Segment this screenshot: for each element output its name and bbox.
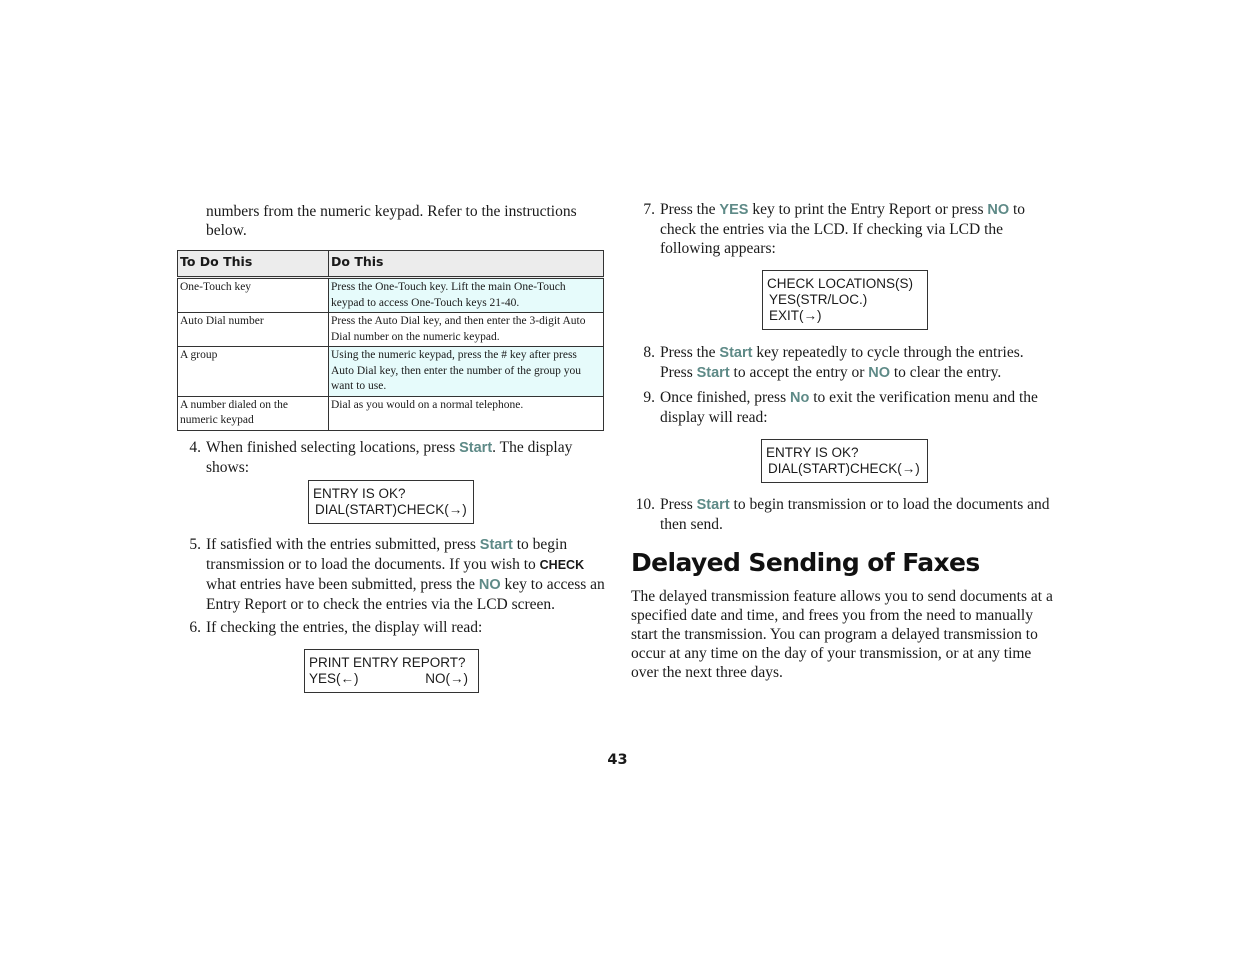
start-key-label: Start (479, 536, 513, 553)
steps-list-right-2 (631, 343, 1059, 427)
no-key-label: No (790, 390, 810, 406)
start-key-label: Start (696, 365, 730, 381)
table-cell: Using the numeric keypad, press the # key after press Auto Dial key, then enter the number of the group you want to use. (329, 347, 604, 397)
step-text: key repeatedly to cycle through the entries. Press (660, 344, 1024, 381)
lcd-line: ENTRY IS OK? (313, 485, 406, 501)
step-text: key to print the Entry Report or press (748, 201, 988, 218)
start-key-label: Start (719, 345, 753, 361)
table-cell: A group (178, 347, 329, 397)
instructions-table (177, 250, 604, 431)
check-key-label: CHECK (539, 557, 585, 572)
lcd-yes-option: YES(←) (309, 670, 359, 686)
step-text: If satisfied with the entries submitted, press (206, 535, 480, 553)
lcd-line: CHECK LOCATIONS(S) (767, 276, 914, 291)
table-row (178, 313, 604, 347)
table-row (178, 347, 604, 397)
yes-key-label: YES (719, 202, 749, 218)
section-paragraph: The delayed transmission feature allows you to send documents at a specified date and time, and frees you from the need to manually start the transmission. You can program a delayed transmission to occur at any time on the day of your transmission, or at any time over the next three days. (631, 588, 1053, 681)
step-text: to clear the entry. (889, 364, 1002, 381)
steps-list-left (177, 438, 605, 477)
step-text: Press the (660, 201, 720, 218)
lcd-line (309, 671, 473, 687)
no-key-label: NO (478, 576, 501, 593)
intro-text: numbers from the numeric keypad. Refer to the instructions below. (206, 203, 577, 239)
table-header-row (178, 251, 604, 278)
table-cell: Press the One-Touch key. Lift the main One-Touch keypad to access One-Touch keys 21-40. (329, 278, 604, 313)
table-row (178, 278, 604, 313)
lcd-line: DIAL(START)CHECK(→) (315, 501, 467, 517)
steps-list-right-3 (631, 495, 1059, 534)
list-item (631, 200, 1059, 258)
step-text: Press (660, 496, 697, 513)
table-cell: Dial as you would on a normal telephone. (329, 396, 604, 430)
no-key-label: NO (868, 365, 890, 381)
step-text: If checking the entries, the display will read: (206, 618, 483, 636)
lcd-line: DIAL(START)CHECK(→) (768, 461, 920, 476)
start-key-label: Start (696, 497, 730, 513)
left-column (177, 202, 605, 693)
table-cell: Press the Auto Dial key, and then enter the 3-digit Auto Dial number on the numeric keypad. (329, 313, 604, 347)
table-header-cell: To Do This (178, 251, 329, 278)
step-number: 9. (643, 389, 655, 406)
step-number: 4. (189, 438, 201, 456)
steps-list-right (631, 200, 1059, 258)
list-item (177, 535, 605, 614)
lcd-no-option: NO(→) (425, 670, 468, 686)
table-cell: One-Touch key (178, 278, 329, 313)
page-number: 43 (607, 752, 628, 768)
lcd-display (308, 480, 474, 524)
steps-list-left-2 (177, 535, 605, 637)
table-header-cell: Do This (329, 251, 604, 278)
lcd-line: PRINT ENTRY REPORT? (309, 654, 466, 670)
step-text: Press the (660, 344, 720, 361)
step-text: key to access an Entry Report or to check the entries via the LCD screen. (206, 575, 605, 613)
step-text: to begin transmission or to load the documents. If you wish to (206, 535, 568, 573)
table-cell: A number dialed on the numeric keypad (178, 396, 329, 430)
step-text: Once finished, press (660, 389, 790, 406)
lcd-display (762, 270, 928, 330)
lcd-display (761, 439, 928, 483)
step-text: what entries have been submitted, press the (206, 575, 479, 593)
step-text: to begin transmission or to load the documents and then send. (660, 496, 1050, 533)
table-cell: Auto Dial number (178, 313, 329, 347)
lcd-line: YES(STR/LOC.) EXIT(→) (769, 292, 868, 323)
step-number: 8. (643, 344, 655, 361)
list-item (631, 495, 1059, 534)
start-key-label: Start (459, 439, 493, 456)
step-text: to accept the entry or (729, 364, 869, 381)
step-text: to exit the verification menu and the display will read: (660, 389, 1038, 426)
step-number: 6. (189, 618, 201, 636)
table-row (178, 396, 604, 430)
step-number: 10. (635, 496, 655, 513)
list-item (631, 388, 1059, 427)
list-item (177, 438, 605, 477)
step-text: When finished selecting locations, press (206, 438, 460, 456)
right-column (631, 200, 1059, 682)
step-number: 5. (189, 535, 201, 553)
list-item (177, 618, 605, 637)
step-text: . The display shows: (206, 438, 573, 476)
section-heading: Delayed Sending of Faxes (631, 548, 980, 577)
lcd-display (304, 649, 479, 693)
lcd-line: ENTRY IS OK? (766, 445, 859, 460)
list-item (631, 343, 1059, 383)
step-number: 7. (643, 201, 655, 218)
step-text: to check the entries via the LCD. If checking via LCD the following appears: (660, 201, 1026, 257)
no-key-label: NO (987, 202, 1010, 218)
